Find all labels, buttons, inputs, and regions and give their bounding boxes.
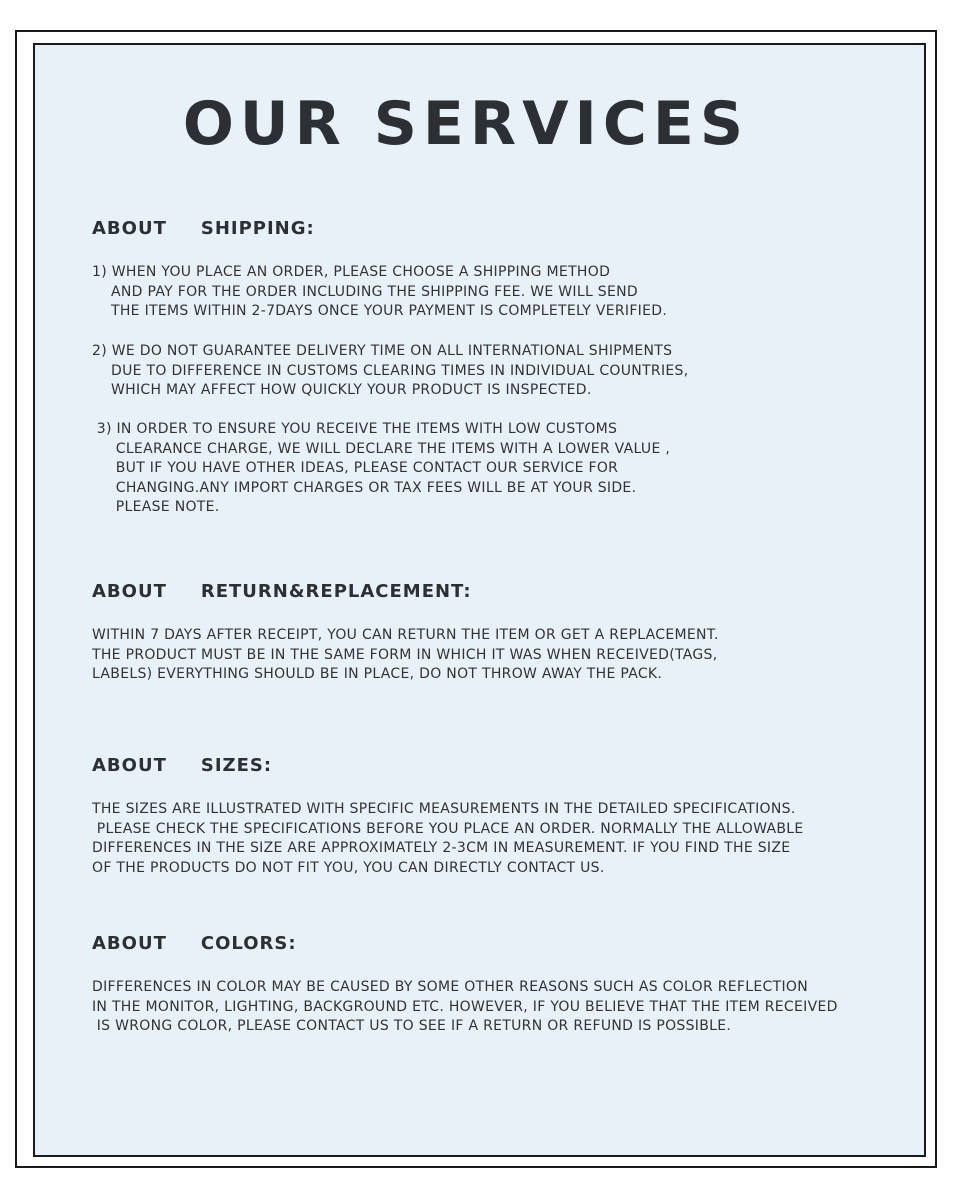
return-heading-prefix: ABOUT bbox=[92, 581, 167, 602]
page-title: OUR SERVICES bbox=[182, 89, 750, 159]
sizes-heading-prefix: ABOUT bbox=[92, 755, 167, 776]
colors-heading-topic: COLORS: bbox=[200, 933, 297, 954]
sizes-text: THE SIZES ARE ILLUSTRATED WITH SPECIFIC MEASUREMENTS IN THE DETAILED SPECIFICATIONS. PLEASE CHECK THE SPECIFICATIONS BEFORE YOU PLACE AN ORDER. NORMALLY THE ALLOWABLE DIFFERENCES IN THE SIZE ARE APPROXIMATELY 2-3CM IN MEASUREMENT. IF YOU FIND THE SIZE OF THE PRODUCTS DO NOT FIT YOU, YOU CAN DIRECTLY CONTACT US. bbox=[92, 801, 804, 876]
colors-text: DIFFERENCES IN COLOR MAY BE CAUSED BY SOME OTHER REASONS SUCH AS COLOR REFLECTION IN THE MONITOR, LIGHTING, BACKGROUND ETC. HOWEVER, IF YOU BELIEVE THAT THE ITEM RECEIVED IS WRONG COLOR, PLEASE CONTACT US TO SEE IF A RETURN OR REFUND IS POSSIBLE. bbox=[92, 979, 838, 1035]
shipping-heading-topic: SHIPPING: bbox=[200, 218, 315, 239]
return-text: WITHIN 7 DAYS AFTER RECEIPT, YOU CAN RETURN THE ITEM OR GET A REPLACEMENT. THE PRODUCT MUST BE IN THE SAME FORM IN WHICH IT WAS WHEN RECEIVED(TAGS, LABELS) EVERYTHING SHOULD BE IN PLACE, DO NOT THROW AWAY THE PACK. bbox=[92, 627, 719, 683]
shipping-item-2: 2) WE DO NOT GUARANTEE DELIVERY TIME ON ALL INTERNATIONAL SHIPMENTS DUE TO DIFFERENCE IN CUSTOMS CLEARING TIMES IN INDIVIDUAL COUNTRIES, WHICH MAY AFFECT HOW QUICKLY YOUR PRODUCT IS INSPECTED. bbox=[92, 343, 689, 399]
sizes-heading-topic: SIZES: bbox=[200, 755, 273, 776]
shipping-item-1: 1) WHEN YOU PLACE AN ORDER, PLEASE CHOOSE A SHIPPING METHOD AND PAY FOR THE ORDER INCLUDING THE SHIPPING FEE. WE WILL SEND THE ITEMS WITHIN 2-7DAYS ONCE YOUR PAYMENT IS COMPLETELY VERIFIED. bbox=[92, 264, 668, 320]
colors-heading-prefix: ABOUT bbox=[92, 933, 167, 954]
return-heading bbox=[92, 580, 472, 604]
colors-heading bbox=[92, 932, 297, 956]
shipping-item-3: 3) IN ORDER TO ENSURE YOU RECEIVE THE ITEMS WITH LOW CUSTOMS CLEARANCE CHARGE, WE WILL DECLARE THE ITEMS WITH A LOWER VALUE , BUT IF YOU HAVE OTHER IDEAS, PLEASE CONTACT OUR SERVICE FOR CHANGING.ANY IMPORT CHARGES OR TAX FEES WILL BE AT YOUR SIDE. PLEASE NOTE. bbox=[96, 421, 671, 516]
shipping-heading-prefix: ABOUT bbox=[92, 218, 167, 239]
shipping-heading bbox=[92, 217, 315, 241]
sizes-heading bbox=[92, 754, 272, 778]
return-heading-topic: RETURN&REPLACEMENT: bbox=[200, 581, 472, 602]
